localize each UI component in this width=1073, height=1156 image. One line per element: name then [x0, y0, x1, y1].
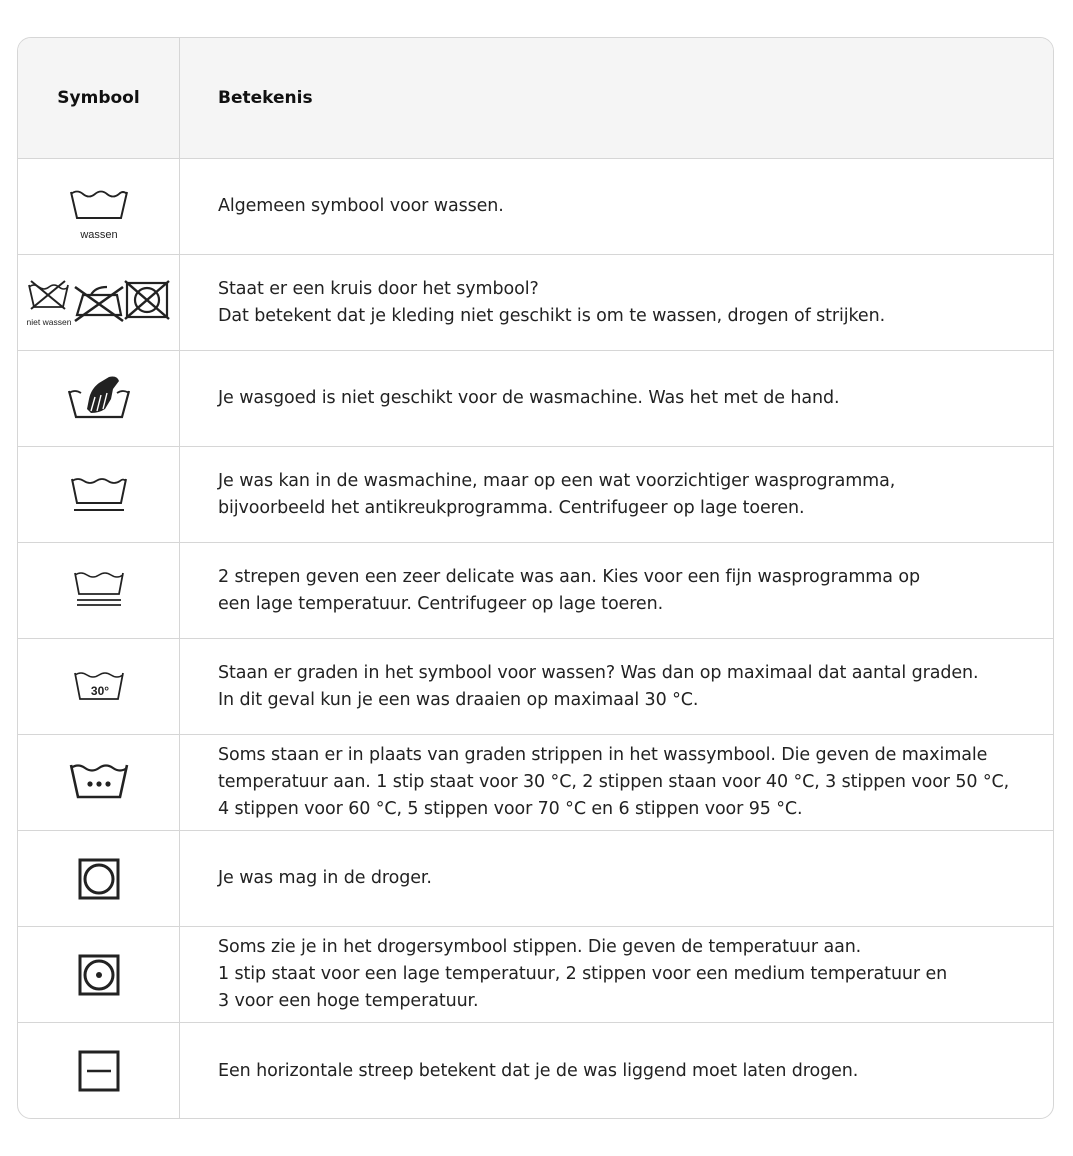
meaning-text: Staan er graden in het symbool voor wassen? Was dan op maximaal dat aantal graden. In dit geval kun je een was draaien op maximaal 30 °C. [218, 662, 979, 710]
table-row [18, 159, 1053, 255]
table-row [18, 255, 1053, 351]
meaning-cell [180, 831, 1053, 926]
header-symbol: Symbool [57, 88, 140, 108]
meaning-cell [180, 159, 1053, 254]
gentle-wash-icon [59, 465, 139, 525]
meaning-text: Algemeen symbool voor wassen. [218, 196, 504, 216]
no-wash-icon [26, 281, 71, 327]
meaning-cell [180, 639, 1053, 734]
wash-30-icon [59, 657, 139, 717]
meaning-cell [180, 1023, 1053, 1119]
meaning-text: Je was kan in de wasmachine, maar op een wat voorzichtiger wasprogramma, bijvoorbeeld het antikreukprogramma. Centrifugeer op lage toeren. [218, 470, 896, 518]
symbol-cell [18, 159, 180, 254]
no-wash-caption: niet wassen [26, 316, 71, 327]
wash-dots-icon [59, 753, 139, 813]
no-tumble-dry-icon [125, 281, 169, 319]
meaning-text: 2 strepen geven een zeer delicate was aan. Kies voor een fijn wasprogramma op een lage temperatuur. Centrifugeer op lage toeren. [218, 566, 920, 614]
table-row [18, 735, 1053, 831]
table-row [18, 351, 1053, 447]
table-row [18, 543, 1053, 639]
table-row [18, 1023, 1053, 1119]
meaning-text: Soms zie je in het drogersymbool stippen. Die geven de temperatuur aan. 1 stip staat voor een lage temperatuur, 2 stippen voor een medium temperatuur en 3 voor een hoge temperatuur. [218, 937, 948, 1011]
meaning-text: Je wasgoed is niet geschikt voor de wasmachine. Was het met de hand. [218, 388, 840, 408]
flat-dry-icon [59, 1041, 139, 1101]
symbol-cell [18, 639, 180, 734]
symbol-cell [18, 255, 180, 350]
meaning-text: Soms staan er in plaats van graden strippen in het wassymbool. Die geven de maximale temperatuur aan. 1 stip staat voor 30 °C, 2 stippen staan voor 40 °C, 3 stippen voor 50 °C, 4 stippen voor 60 °C, 5 stippen voor 70 °C en 6 stippen voor 95 °C. [218, 745, 1010, 819]
table-row [18, 447, 1053, 543]
meaning-text: Een horizontale streep betekent dat je de was liggend moet laten drogen. [218, 1060, 859, 1081]
symbol-cell [18, 543, 180, 638]
care-symbols-table [17, 37, 1054, 1119]
symbol-cell [18, 447, 180, 542]
table-row [18, 927, 1053, 1023]
wash-30-label: 30° [90, 683, 109, 698]
delicate-wash-icon [59, 561, 139, 621]
tumble-dry-dot-icon [59, 945, 139, 1005]
wash-caption: wassen [79, 228, 118, 241]
symbol-cell [18, 927, 180, 1022]
meaning-cell [180, 927, 1053, 1022]
meaning-cell [180, 447, 1053, 542]
header-symbol-cell [18, 38, 180, 158]
washtub-icon [59, 172, 139, 242]
hand-wash-icon [59, 369, 139, 429]
meaning-cell [180, 735, 1053, 830]
meaning-text: Staat er een kruis door het symbool? Dat betekent dat je kleding niet geschikt is om te wassen, drogen of strijken. [218, 278, 886, 326]
symbol-cell [18, 351, 180, 446]
meaning-cell [180, 351, 1053, 446]
symbol-cell [18, 735, 180, 830]
meaning-cell [180, 255, 1053, 350]
table-row [18, 831, 1053, 927]
table-row [18, 639, 1053, 735]
symbol-cell [18, 1023, 180, 1119]
tumble-dry-icon [59, 849, 139, 909]
header-meaning-cell [180, 38, 1053, 158]
no-iron-icon [75, 287, 123, 321]
symbol-cell [18, 831, 180, 926]
no-wash-iron-dry-icons [21, 273, 177, 333]
table-header [18, 38, 1053, 159]
meaning-text: Je was mag in de droger. [218, 868, 432, 888]
meaning-cell [180, 543, 1053, 638]
header-meaning: Betekenis [218, 88, 313, 108]
